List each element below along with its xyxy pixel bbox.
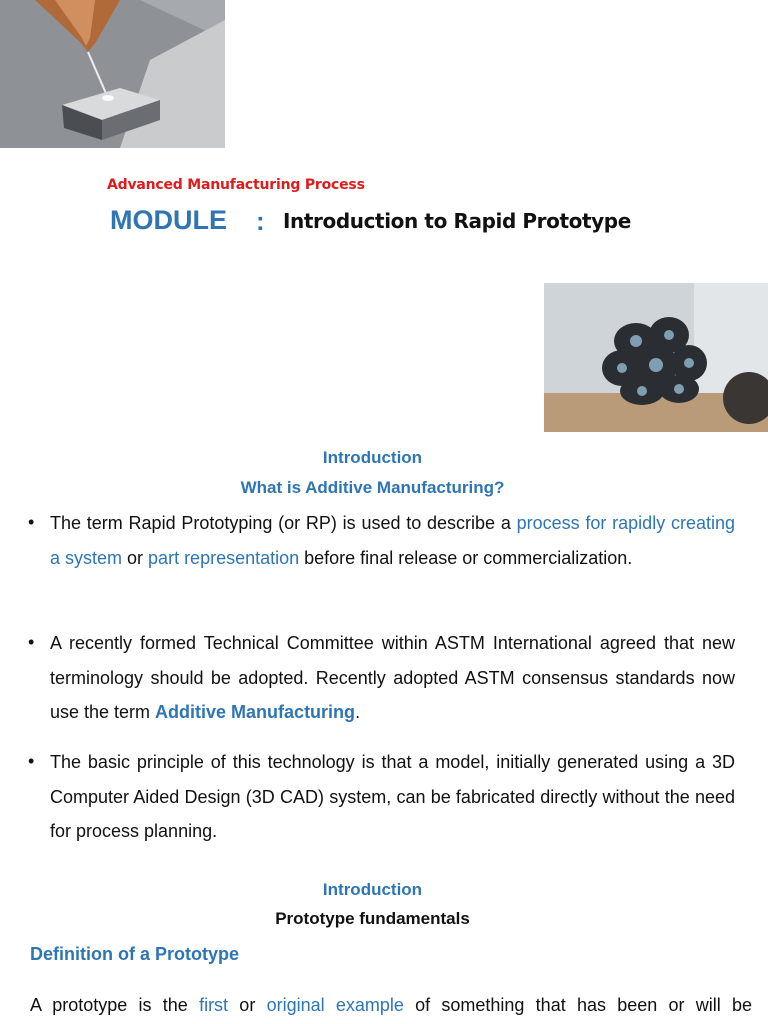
text-run: or — [228, 995, 267, 1015]
lattice-illustration — [544, 283, 768, 432]
definition-text — [30, 995, 752, 1016]
highlight-text: Additive Manufacturing — [155, 702, 356, 722]
text-run: or — [122, 547, 149, 568]
highlight-text: part representation — [148, 547, 300, 568]
bullet-paragraph-2 — [50, 626, 735, 730]
module-title: Introduction to Rapid Prototype — [283, 209, 631, 233]
text-run: A prototype is the — [30, 995, 200, 1015]
bullet-symbol: • — [28, 751, 35, 771]
nozzle-deposition-image — [0, 0, 225, 148]
lattice-object-image — [544, 283, 768, 432]
nozzle-illustration — [0, 0, 225, 148]
subject-title: Advanced Manufacturing Process — [107, 177, 365, 193]
highlight-text: first — [199, 995, 229, 1015]
text-run: before final release or commercialization. — [299, 547, 633, 568]
text-run: The basic principle of this technology is that a model, initially generated using a 3D Computer Aided Design (3D CAD) system, can be fabricated directly without the need for process planning. — [50, 752, 735, 841]
module-colon: : — [256, 206, 265, 236]
bullet-symbol: • — [28, 512, 35, 532]
module-label: MODULE — [110, 205, 227, 235]
text-run: of something that has been or will be — [403, 995, 753, 1015]
highlight-text: process for rapidly creating a system — [50, 513, 735, 568]
highlight-text: original example — [266, 995, 404, 1015]
bullet-paragraph-1 — [50, 506, 735, 575]
bullet-symbol: • — [28, 632, 35, 652]
section-heading-introduction: Introduction — [322, 448, 423, 467]
section-heading-introduction-2: Introduction — [322, 880, 423, 899]
text-run: The term Rapid Prototyping (or RP) is used to describe a — [50, 513, 517, 533]
section-subheading-additive: What is Additive Manufacturing? — [240, 478, 505, 497]
text-run: . — [355, 702, 361, 722]
section-subheading-prototype: Prototype fundamentals — [275, 909, 470, 928]
bullet-paragraph-3 — [50, 745, 735, 849]
definition-heading: Definition of a Prototype — [30, 944, 239, 964]
text-run: A recently formed Technical Committee within ASTM International agreed that new terminology should be adopted. Recently adopted ASTM consensus standards now use the term — [50, 633, 735, 722]
